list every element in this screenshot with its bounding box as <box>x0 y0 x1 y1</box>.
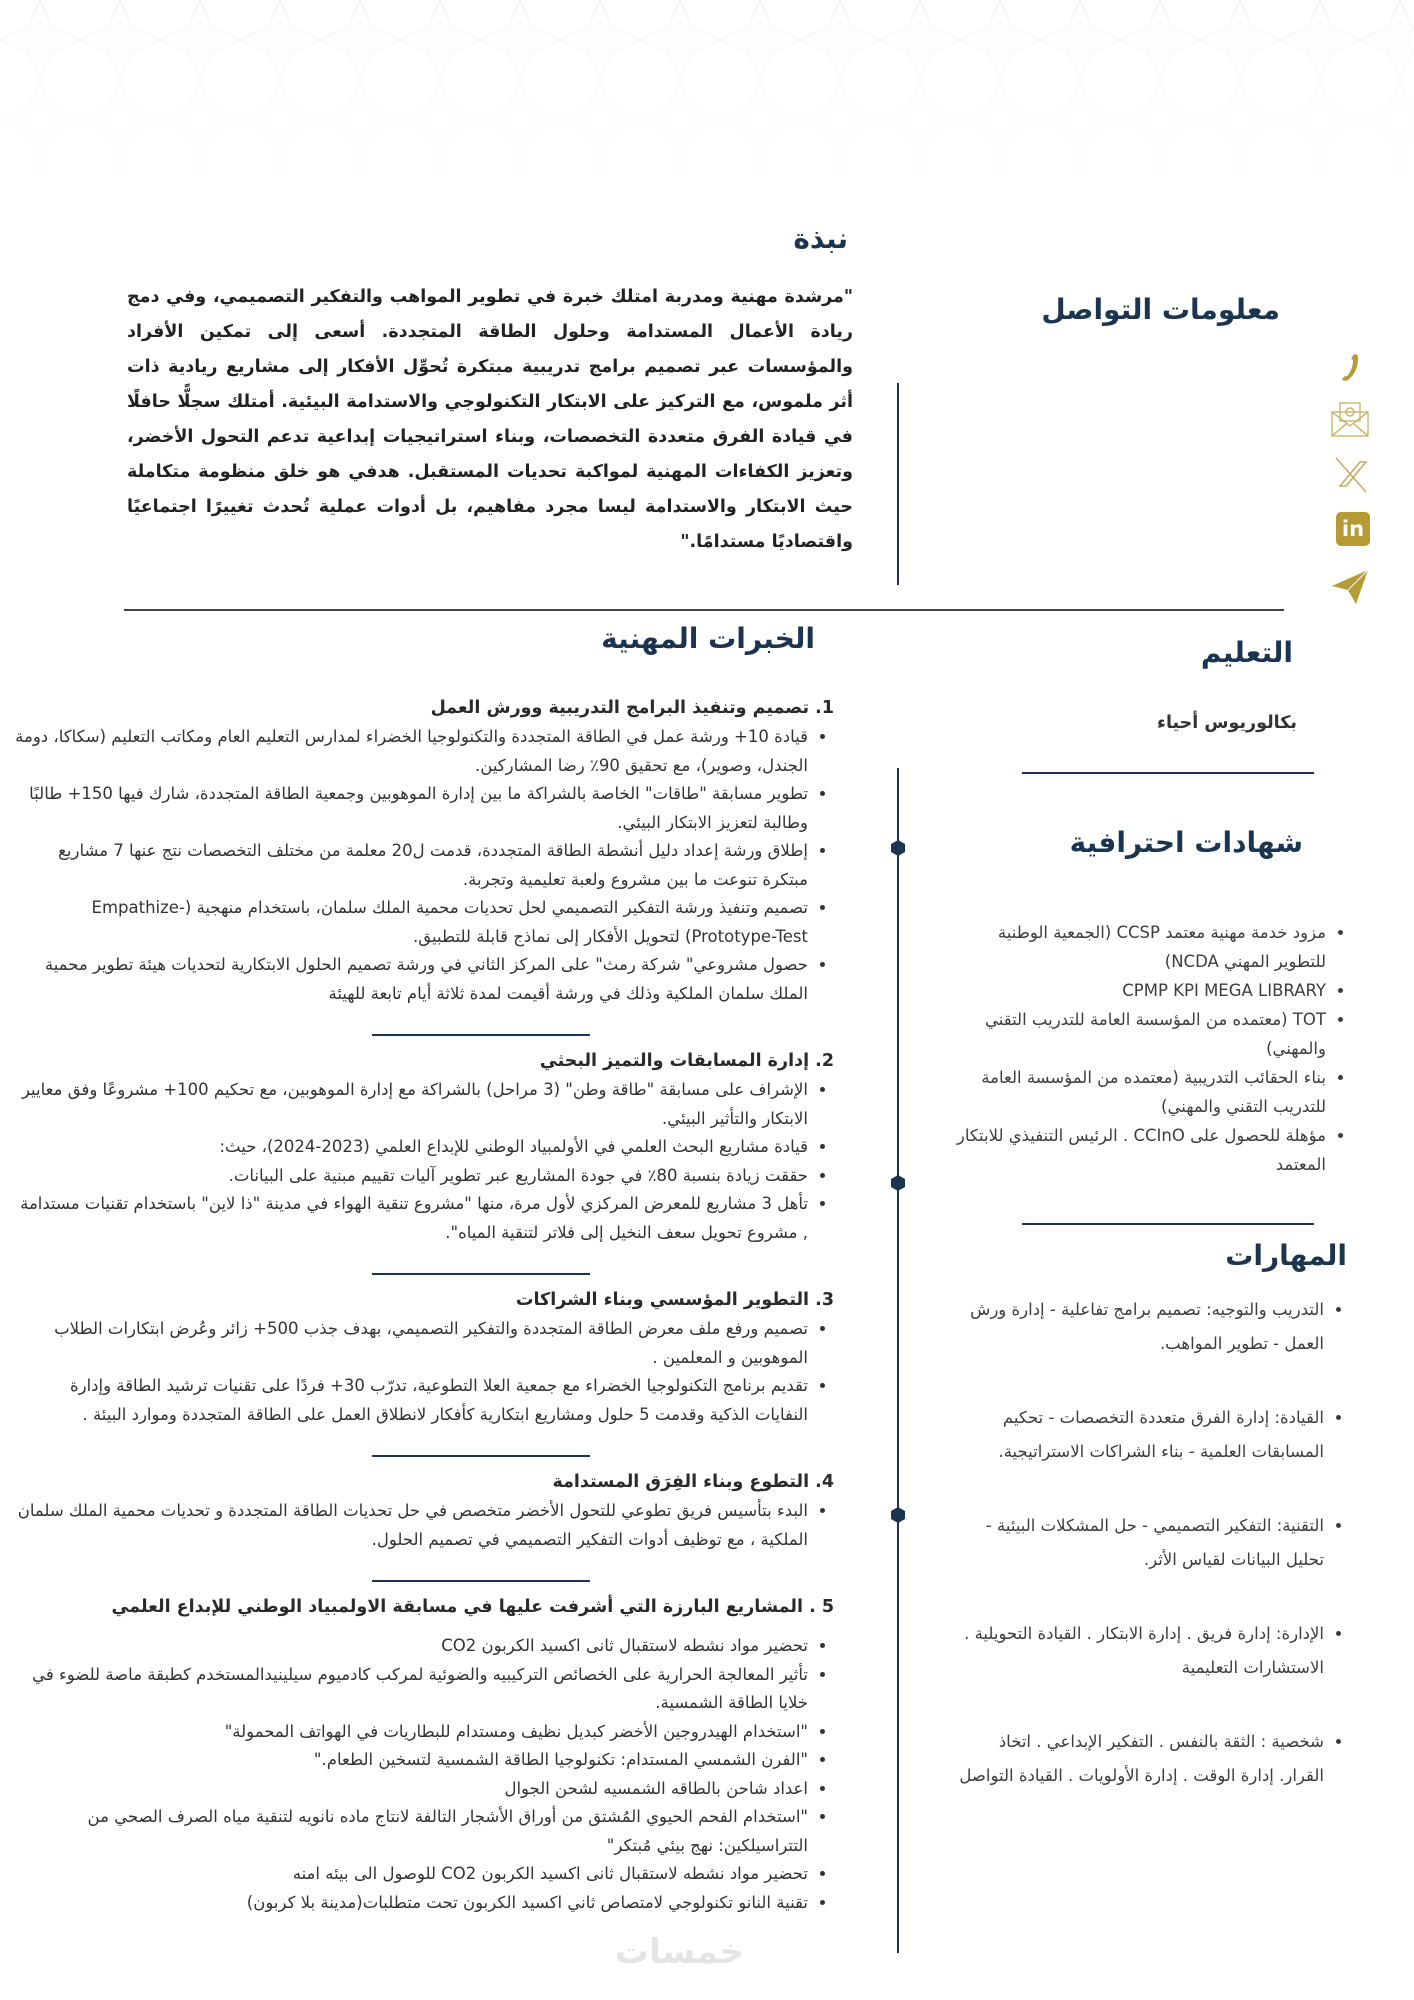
experience-section-3 <box>14 1285 834 1429</box>
certification-item: • مزود خدمة مهنية معتمد CCSP (الجمعية الوطنية للتطوير المهني NCDA) <box>952 918 1326 976</box>
experience-section-title: 5 . المشاريع البارزة التي أشرفت عليها في مسابقة الاولمبياد الوطني للإبداع العلمي <box>111 1597 834 1617</box>
experience-item: • تحضير مواد نشطه لاستقبال ثانى اكسيد الكربون CO2 <box>14 1632 808 1661</box>
section-divider <box>372 1273 590 1275</box>
experience-section-title: 2. إدارة المسابقات والتميز البحثي <box>539 1051 834 1071</box>
contact-title: معلومات التواصل <box>1041 293 1280 326</box>
education-degree: بكالوريوس أحياء <box>1157 713 1297 733</box>
experience-section-title: 1. تصميم وتنفيذ البرامج التدريبية وورش العمل <box>430 698 834 718</box>
experience-item: • تصميم ورفع ملف معرض الطاقة المتجددة والتفكير التصميمي، بهدف جذب 500+ زائر وعُرض ابتكارات الطلاب الموهوبين و المعلمين . <box>14 1315 808 1372</box>
experience-item: • تصميم وتنفيذ ورشة التفكير التصميمي لحل تحديات محمية الملك سلمان، باستخدام منهجية (Empathize-Prototype-Test) لتحويل الأفكار إلى نماذج قابلة للتطبيق. <box>14 894 808 951</box>
timeline-marker <box>891 1507 905 1523</box>
experience-list <box>14 693 834 1917</box>
experience-item: • البدء بتأسيس فريق تطوعي للتحول الأخضر متخصص في حل تحديات الطاقة المتجددة و تحديات محمية الملك سلمان الملكية ، مع توظيف أدوات التفكير التصميمي في تصميم الحلول. <box>14 1497 808 1554</box>
experience-section-2 <box>14 1046 834 1247</box>
certification-item: • TOT (معتمده من المؤسسة العامة للتدريب التقني والمهني) <box>952 1005 1326 1063</box>
timeline-marker <box>891 840 905 856</box>
skills-list <box>950 1293 1350 1833</box>
timeline-marker <box>891 1175 905 1191</box>
phone-icon[interactable] <box>1330 348 1370 388</box>
experience-item: • تقديم برنامج التكنولوجيا الخضراء مع جمعية العلا التطوعية، تدرّب 30+ فردًا على تقنيات ترشيد الطاقة وإدارة النفايات الذكية وقدمت 5 حلول ومشاريع ابتكارية كأفكار لانطلاق العمل على الطاقة المتجددة وموارد البيئة . <box>14 1372 808 1429</box>
experience-item: • "الفرن الشمسي المستدام: تكنولوجيا الطاقة الشمسية لتسخين الطعام." <box>14 1746 808 1775</box>
experience-item: • تأهل 3 مشاريع للمعرض المركزي لأول مرة، منها "مشروع تنقية الهواء في مدينة "ذا لاين" باستخدام تقنيات مستدامة , مشروع تحويل سعف النخيل إلى فلاتر لتنقية المياه". <box>14 1190 808 1247</box>
experience-item: • تحضير مواد نشطه لاستقبال ثانى اكسيد الكربون CO2 للوصول الى بيئه امنه <box>14 1860 808 1889</box>
experience-item: • قيادة مشاريع البحث العلمي في الأولمبياد الوطني للإبداع العلمي (2023-2024)، حيث: <box>14 1133 808 1162</box>
timeline-line <box>897 768 899 1953</box>
skill-item: • التدريب والتوجيه: تصميم برامج تفاعلية - إدارة ورش العمل - تطوير المواهب. <box>950 1293 1324 1361</box>
experience-item: • تقنية النانو تكنولوجي لامتصاص ثاني اكسيد الكربون تحت متطلبات(مدينة بلا كربون) <box>14 1889 808 1918</box>
section-divider <box>372 1034 590 1036</box>
skills-title: المهارات <box>1225 1239 1347 1272</box>
experience-title: الخبرات المهنية <box>601 622 815 655</box>
header-divider <box>124 609 1284 611</box>
section-divider <box>372 1455 590 1457</box>
x-twitter-icon[interactable] <box>1330 454 1370 494</box>
certifications-title: شهادات احترافية <box>1069 826 1303 859</box>
linkedin-icon[interactable]: in <box>1336 512 1370 546</box>
experience-item: • "استخدام الفحم الحيوي المُشتق من أوراق الأشجار التالفة لانتاج ماده نانويه لتنقية مياه الصرف الصحي من التتراسيلكين: نهج بيئي مُبتكر" <box>14 1803 808 1860</box>
experience-section-4 <box>14 1467 834 1554</box>
skill-item: • التقنية: التفكير التصميمي - حل المشكلات البيئية - تحليل البيانات لقياس الأثر. <box>950 1509 1324 1577</box>
certification-item: • بناء الحقائب التدريبية (معتمده من المؤسسة العامة للتدريب التقني والمهني) <box>952 1063 1326 1121</box>
education-title: التعليم <box>1200 636 1293 669</box>
experience-section-title: 4. التطوع وبناء الفِرَق المستدامة <box>552 1472 834 1492</box>
experience-section-5 <box>14 1592 834 1917</box>
experience-section-1 <box>14 693 834 1008</box>
experience-item: • تطوير مسابقة "طاقات" الخاصة بالشراكة ما بين إدارة الموهوبين وجمعية الطاقة المتجددة، شارك فيها 150+ طالبًا وطالبة لتعزيز الابتكار البيئي. <box>14 780 808 837</box>
experience-item: • حققت زيادة بنسبة 80٪ في جودة المشاريع عبر تطوير آليات تقييم مبنية على البيانات. <box>14 1162 808 1191</box>
email-icon[interactable] <box>1330 400 1370 440</box>
watermark-logo: خمسات <box>615 1932 744 1972</box>
experience-item: • حصول مشروعي" شركة رمث" على المركز الثاني في ورشة تصميم الحلول الابتكارية لتحديات هيئة تطوير محمية الملك سلمان الملكية وذلك في ورشة أقيمت لمدة ثلاثة أيام تابعة للهيئة <box>14 951 808 1008</box>
skill-item: • القيادة: إدارة الفرق متعددة التخصصات - تحكيم المسابقات العلمية - بناء الشراكات الاستراتيجية. <box>950 1401 1324 1469</box>
experience-item: • اعداد شاحن بالطاقه الشمسيه لشحن الجوال <box>14 1775 808 1804</box>
skill-item: • شخصية : الثقة بالنفس . التفكير الإبداعي . اتخاذ القرار. إدارة الوقت . إدارة الأولويات . القيادة التواصل <box>950 1725 1324 1793</box>
skill-item: • الإدارة: إدارة فريق . إدارة الابتكار . القيادة التحويلية . الاستشارات التعليمية <box>950 1617 1324 1685</box>
summary-text: "مرشدة مهنية ومدربة امتلك خبرة في تطوير المواهب والتفكير التصميمي، وفي دمج ريادة الأعمال المستدامة وحلول الطاقة المتجددة. أسعى إلى تمكين الأفراد والمؤسسات عبر تصميم برامج تدريبية مبتكرة تُحوِّل الأفكار إلى مشاريع ريادية ذات أثر ملموس، مع التركيز على الابتكار التكنولوجي والاستدامة البيئية. أمتلك سجلًّا حافلًا في قيادة الفرق متعددة التخصصات، وبناء استراتيجيات إبداعية تدعم التحول الأخضر، وتعزيز الكفاءات المهنية لمواكبة تحديات المستقبل. هدفي هو خلق منظومة متكاملة حيث الابتكار والاستدامة ليسا مجرد مفاهيم، بل أدوات عملية تُحدث تغييرًا اجتماعيًا واقتصاديًا مستدامًا." <box>127 287 853 552</box>
experience-item: • إطلاق ورشة إعداد دليل أنشطة الطاقة المتجددة، قدمت ل20 معلمة من مختلف التخصصات نتج عنها 7 مشاريع مبتكرة تنوعت ما بين مشروع ولعبة تعليمية وتجربة. <box>14 837 808 894</box>
summary-divider <box>897 383 899 585</box>
background-pattern <box>0 0 1414 200</box>
experience-item: • قيادة 10+ ورشة عمل في الطاقة المتجددة والتكنولوجيا الخضراء لمدارس التعليم العام ومكاتب التعليم (سكاكا، دومة الجندل، وصوير)، مع تحقيق 90٪ رضا المشاركين. <box>14 723 808 780</box>
experience-item: • "استخدام الهيدروجين الأخضر كبديل نظيف ومستدام للبطاريات في الهواتف المحمولة" <box>14 1718 808 1747</box>
certification-item: • CPMP KPI MEGA LIBRARY <box>952 976 1326 1005</box>
education-divider <box>1022 772 1314 774</box>
certifications-list <box>952 918 1352 1179</box>
certifications-divider <box>1022 1223 1314 1225</box>
experience-item: • الإشراف على مسابقة "طاقة وطن" (3 مراحل) بالشراكة مع إدارة الموهوبين، مع تحكيم 100+ مشروعًا وفق معايير الابتكار والتأثير البيئي. <box>14 1076 808 1133</box>
certification-item: • مؤهلة للحصول على CCInO . الرئيس التنفيذي للابتكار المعتمد <box>952 1121 1326 1179</box>
experience-section-title: 3. التطوير المؤسسي وبناء الشراكات <box>515 1290 834 1310</box>
telegram-icon[interactable] <box>1330 566 1370 606</box>
experience-item: • تأثير المعالجة الحرارية على الخصائص التركيبيه والضوئية لمركب كادميوم سيلينيدالمستخدم كطبقة ماصة للضوء في خلايا الطاقة الشمسية. <box>14 1661 808 1718</box>
section-divider <box>372 1580 590 1582</box>
summary-title: نبذة <box>793 222 848 255</box>
